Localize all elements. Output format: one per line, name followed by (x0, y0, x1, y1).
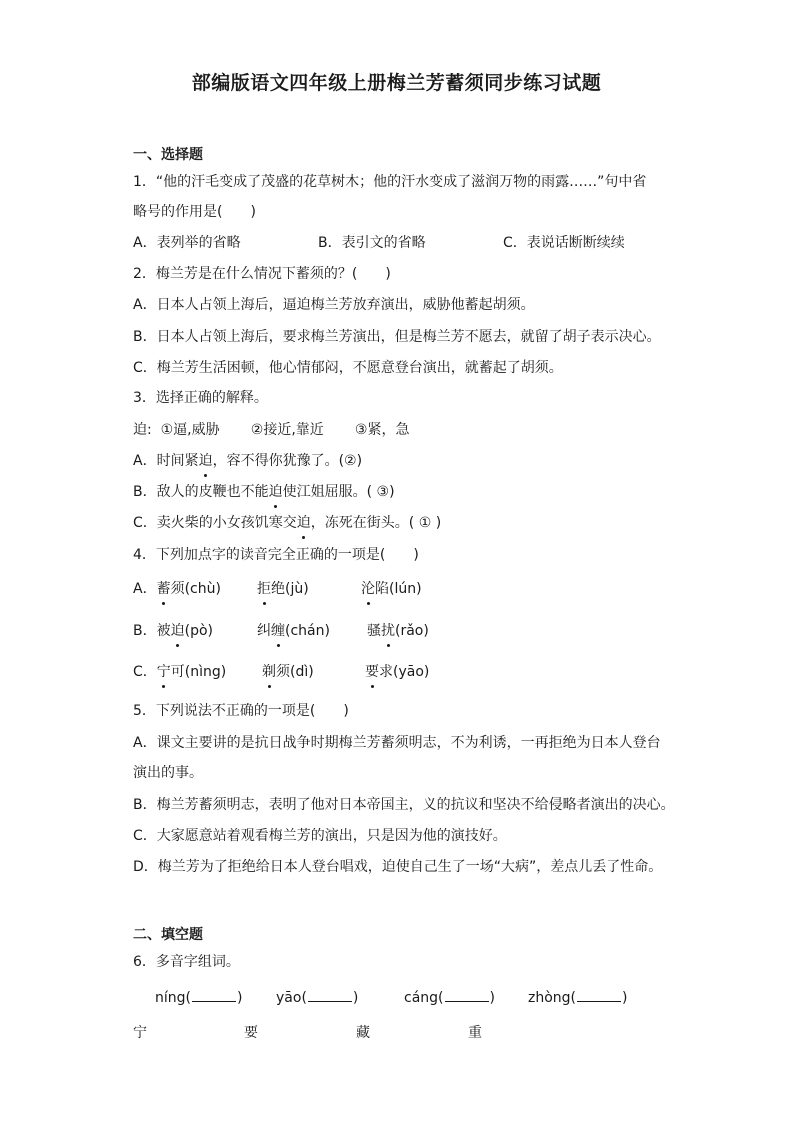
page-title: 部编版语文四年级上册梅兰芳蓄须同步练习试题 (191, 72, 602, 94)
q4-b-item3 (367, 621, 429, 641)
q6-char-2: 要 (244, 1025, 258, 1041)
section-heading-choice: 一、选择题 (133, 147, 203, 163)
q4-a3-dotted-char: 沦 (361, 581, 375, 597)
q6-answer-blank-1[interactable] (192, 988, 236, 1002)
q6-answer-blank-2[interactable] (308, 988, 352, 1002)
q3-b-text-rest: 使江姐屈服。( ③) (282, 484, 395, 500)
q6-paren-open-2: ( (301, 990, 307, 1006)
q3-option-c (133, 513, 441, 533)
q4-b2-dotted-char: 缠 (271, 623, 285, 639)
q4-b3-dotted-char: 扰 (381, 623, 395, 639)
q5-option-c: C．大家愿意站着观看梅兰芳的演出，只是因为他的演技好。 (133, 828, 507, 844)
q5-option-d: D．梅兰芳为了拒绝给日本人登台唱戏，迫使自己生了一场“大病”，差点儿丢了性命。 (133, 859, 663, 875)
q4-b1-pre: B．被 (133, 623, 171, 639)
q6-pinyin-1-text: níng (155, 990, 186, 1006)
q1-stem-line2: 略号的作用是( ) (133, 204, 256, 220)
q3-c-text: C．卖火柴的小女孩饥寒交 (133, 515, 297, 531)
q4-b3-rest: (rǎo) (395, 623, 429, 639)
q3-option-a (133, 451, 362, 471)
q3-stem: 3．选择正确的解释。 (133, 390, 268, 406)
q4-b2-rest: (chán) (285, 623, 330, 639)
q4-stem: 4．下列加点字的读音完全正确的一项是( ) (133, 547, 419, 563)
q2-option-b: B．日本人占领上海后，要求梅兰芳演出，但是梅兰芳不愿去，就留了胡子表示决心。 (133, 329, 661, 345)
q6-answer-blank-3[interactable] (445, 988, 489, 1002)
q4-b1-rest: (pò) (184, 623, 213, 639)
q4-c2-rest: 须(dì) (276, 664, 314, 680)
q3-option-b (133, 482, 395, 502)
q6-paren-open-3: ( (438, 990, 444, 1006)
q6-answer-blank-4[interactable] (577, 988, 621, 1002)
q4-b1-dotted-char: 迫 (170, 623, 185, 639)
q3-c-dotted-char: 迫 (296, 515, 311, 531)
q1-option-a: A．表列举的省略 (133, 235, 241, 251)
q4-c3-dotted-char: 要 (365, 664, 379, 680)
q4-c-item3 (365, 662, 429, 682)
q6-pinyin-2-text: yāo (276, 990, 302, 1006)
q6-paren-open-1: ( (185, 990, 191, 1006)
q3-a-text: A．时间紧 (133, 453, 199, 469)
section-heading-fill: 二、填空题 (133, 927, 203, 943)
q6-paren-close-3: ) (489, 990, 495, 1006)
q6-char-4: 重 (468, 1025, 482, 1041)
q6-pinyin-3-text: cáng (404, 990, 439, 1006)
q3-c-text-rest: ，冻死在街头。( ① ) (310, 515, 442, 531)
q3-a-dotted-char: 迫 (198, 453, 213, 469)
q5-option-a-line2: 演出的事。 (133, 765, 203, 781)
q6-paren-close-1: ) (237, 990, 243, 1006)
q4-a1-rest: 须(chù) (170, 581, 221, 597)
q3-b-text: B．敌人的皮鞭也不能 (133, 484, 269, 500)
q4-b-item1 (133, 621, 213, 641)
q2-option-c: C．梅兰芳生活困顿，他心情郁闷，不愿意登台演出，就蓄起了胡须。 (133, 360, 563, 376)
q4-c-item1 (133, 662, 226, 682)
q4-b-item2 (257, 621, 330, 641)
q4-a-label: A． (133, 581, 157, 597)
q5-option-b: B．梅兰芳蓄须明志，表明了他对日本帝国主，义的抗议和坚决不给侵略者演出的决心。 (133, 797, 675, 813)
q1-option-c: C．表说话断断续续 (503, 235, 625, 251)
q1-option-b: B．表引文的省略 (318, 235, 426, 251)
q6-pinyin-4 (528, 988, 627, 1008)
q6-char-1: 宁 (133, 1025, 147, 1041)
q4-a3-rest: 陷(lún) (375, 581, 422, 597)
q4-b2-pre: 纠 (257, 623, 271, 639)
q3-a-text-rest: ，容不得你犹豫了。(②) (212, 453, 363, 469)
q6-pinyin-2 (276, 988, 358, 1008)
q4-c-label: C． (133, 664, 157, 680)
q1-stem-line1: 1．“他的汗毛变成了茂盛的花草树木；他的汗水变成了滋润万物的雨露……”句中省 (133, 174, 647, 190)
q4-c1-rest: 可(nìng) (170, 664, 227, 680)
q5-stem: 5．下列说法不正确的一项是( ) (133, 703, 349, 719)
q3-definitions: 迫: ①逼,威胁 ②接近,靠近 ③紧，急 (133, 422, 410, 438)
q4-a1-dotted-char: 蓄 (156, 581, 171, 597)
q4-a2-dotted-char: 拒 (257, 581, 271, 597)
q4-c-item2 (262, 662, 314, 682)
q2-option-a: A．日本人占领上海后，逼迫梅兰芳放弃演出，威胁他蓄起胡须。 (133, 297, 535, 313)
q6-paren-close-2: ) (352, 990, 359, 1006)
q4-b3-pre: 骚 (367, 623, 381, 639)
q2-stem: 2．梅兰芳是在什么情况下蓄须的？( ) (133, 266, 391, 282)
q6-pinyin-4-text: zhòng (528, 990, 571, 1006)
q6-char-3: 藏 (356, 1025, 370, 1041)
q6-pinyin-1 (155, 988, 242, 1008)
q6-pinyin-3 (404, 988, 495, 1008)
q6-paren-open-4: ( (570, 990, 577, 1006)
q4-c2-dotted-char: 剃 (262, 664, 276, 680)
q4-a2-rest: 绝(jù) (271, 581, 309, 597)
q3-b-dotted-char: 迫 (268, 484, 283, 500)
q4-a-item2 (257, 579, 309, 599)
q4-a-item1 (133, 579, 221, 599)
q4-c1-dotted-char: 宁 (156, 664, 171, 680)
q6-stem: 6．多音字组词。 (133, 954, 240, 970)
q4-a-item3 (361, 579, 422, 599)
q6-paren-close-4: ) (622, 990, 628, 1006)
q5-option-a-line1: A．课文主要讲的是抗日战争时期梅兰芳蓄须明志，不为利诱，一再拒绝为日本人登台 (133, 735, 661, 751)
q4-c3-rest: 求(yāo) (379, 664, 430, 680)
